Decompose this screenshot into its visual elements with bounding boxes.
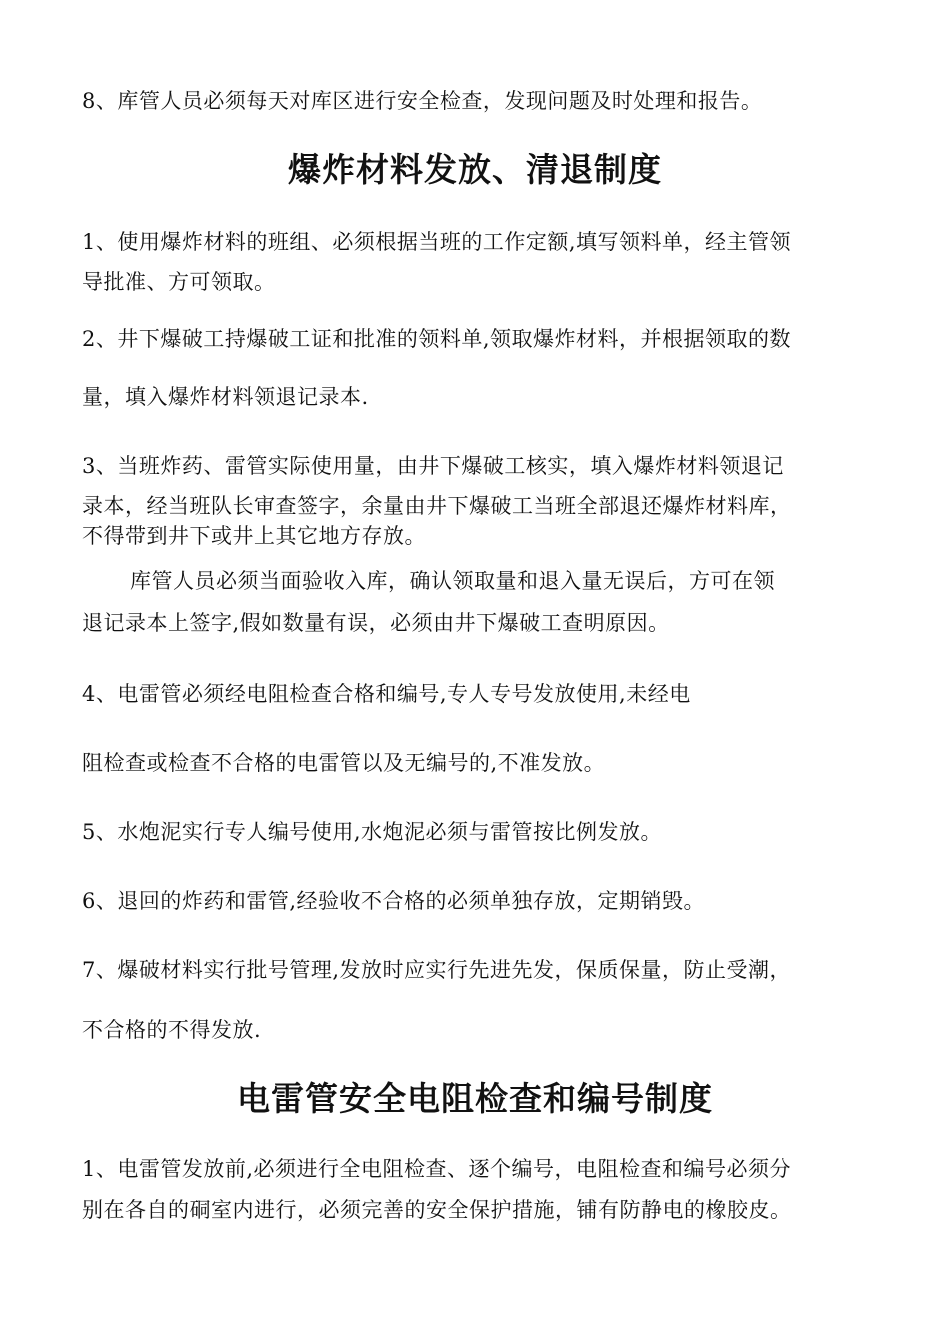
paragraph-line: 1、电雷管发放前,必须进行全电阻检查、逐个编号，电阻检查和编号必须分 — [82, 1157, 792, 1181]
paragraph-line: 6、退回的炸药和雷管,经验收不合格的必须单独存放，定期销毁。 — [82, 889, 706, 913]
paragraph-line: 4、电雷管必须经电阻检查合格和编号,专人专号发放使用,未经电 — [82, 682, 691, 706]
paragraph-line: 不得带到井下或井上其它地方存放。 — [82, 524, 426, 548]
paragraph-line: 5、水炮泥实行专人编号使用,水炮泥必须与雷管按比例发放。 — [82, 820, 663, 844]
paragraph-line: 2、井下爆破工持爆破工证和批准的领料单,领取爆炸材料，并根据领取的数 — [82, 327, 792, 351]
section-heading-detonator-resistance: 电雷管安全电阻检查和编号制度 — [237, 1079, 713, 1118]
paragraph-line: 别在各自的硐室内进行，必须完善的安全保护措施，铺有防静电的橡胶皮。 — [82, 1198, 792, 1222]
paragraph-line: 导批准、方可领取。 — [82, 270, 276, 294]
paragraph-line: 库管人员必须当面验收入库，确认领取量和退入量无误后，方可在领 — [130, 569, 775, 593]
paragraph-line: 不合格的不得发放. — [82, 1018, 262, 1042]
paragraph-line: 7、爆破材料实行批号管理,发放时应实行先进先发，保质保量，防止受潮， — [82, 958, 792, 982]
paragraph-line: 1、使用爆炸材料的班组、必须根据当班的工作定额,填写领料单，经主管领 — [82, 230, 792, 254]
paragraph-line: 录本，经当班队长审查签字，余量由井下爆破工当班全部退还爆炸材料库， — [82, 494, 792, 518]
paragraph-line: 阻检查或检查不合格的电雷管以及无编号的,不准发放。 — [82, 751, 606, 775]
paragraph-line: 量，填入爆炸材料领退记录本. — [82, 385, 369, 409]
paragraph-line: 3、当班炸药、雷管实际使用量，由井下爆破工核实，填入爆炸材料领退记 — [82, 454, 784, 478]
rule-item-8: 8、库管人员必须每天对库区进行安全检查，发现问题及时处理和报告。 — [82, 89, 763, 113]
paragraph-line: 退记录本上签字,假如数量有误，必须由井下爆破工查明原因。 — [82, 611, 670, 635]
section-heading-blasting-materials: 爆炸材料发放、清退制度 — [288, 150, 662, 189]
